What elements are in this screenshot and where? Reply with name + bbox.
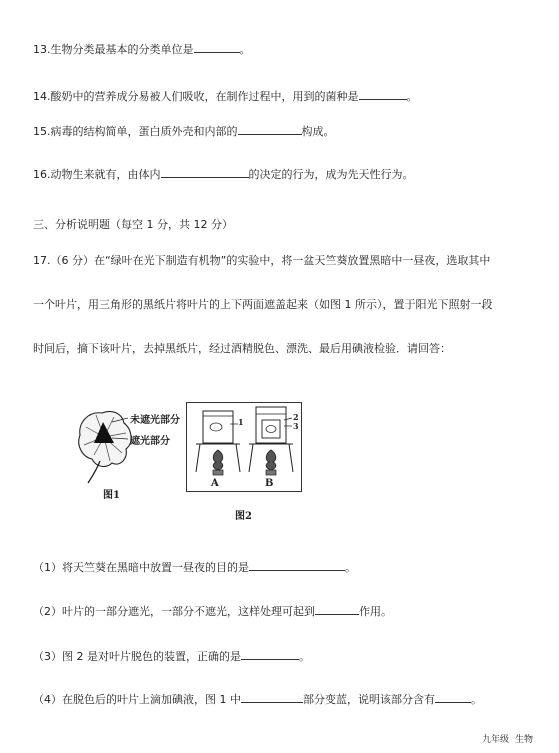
q17-sub-4-tail: 。 (471, 693, 482, 706)
q17-sub-1-blank[interactable] (249, 559, 345, 571)
q17-sub-1-tail: 。 (345, 561, 356, 574)
footer-grade: 九年级 (481, 735, 509, 745)
q17-sub-1-text: （1）将天竺葵在黑暗中放置一昼夜的目的是 (33, 561, 249, 574)
marker-3: 3 (293, 421, 299, 431)
q16-tail: 的决定的行为，成为先天性行为。 (248, 168, 414, 181)
q17-sub-4-text: （4）在脱色后的叶片上滴加碘液，图 1 中 (33, 693, 241, 706)
q17-sub-3-blank[interactable] (241, 648, 299, 660)
q14-text: 14.酸奶中的营养成分易被人们吸收，在制作过程中，用到的菌种是 (33, 90, 359, 103)
section-heading: 三、分析说明题（每空 1 分，共 12 分） (33, 218, 233, 231)
q13-tail: 。 (239, 43, 251, 56)
q17-sub-2-blank[interactable] (315, 603, 359, 615)
q17-sub-4 (33, 691, 482, 707)
q14-tail: 。 (406, 90, 418, 103)
page-footer (476, 732, 533, 745)
setup-a-label: A (211, 478, 219, 489)
question-15 (33, 123, 335, 139)
question-16 (33, 166, 414, 182)
footer-subject: 生物 (514, 735, 533, 745)
q16-answer-blank[interactable] (161, 166, 249, 178)
q17-sub-3 (33, 648, 310, 664)
q15-text: 15.病毒的结构简单，蛋白质外壳和内部的 (33, 125, 238, 138)
q17-sub-4-blank-2[interactable] (435, 691, 471, 703)
question-13 (33, 41, 251, 57)
q16-text: 16.动物生来就有，由体内 (33, 168, 161, 181)
q17-sub-4-blank-1[interactable] (241, 691, 303, 703)
q14-answer-blank[interactable] (359, 88, 407, 100)
q17-sub-2-text: （2）叶片的一部分遮光，一部分不遮光，这样处理可起到 (33, 605, 315, 618)
q17-sub-1 (33, 559, 356, 575)
q13-text: 13.生物分类最基本的分类单位是 (33, 43, 194, 56)
marker-2: 2 (293, 412, 299, 422)
marker-1: 1 (238, 417, 244, 427)
figure-2-caption: 图2 (235, 511, 252, 522)
q17-line-3: 时间后，摘下该叶片，去掉黑纸片，经过酒精脱色、漂洗、最后用碘液检验．请回答： (33, 342, 451, 355)
q15-answer-blank[interactable] (238, 123, 302, 135)
q17-line-2: 一个叶片，用三角形的黑纸片将叶片的上下两面遮盖起来（如图 1 所示），置于阳光下照射一段 (33, 298, 493, 311)
question-14 (33, 88, 418, 104)
figure-1-caption: 图1 (103, 490, 120, 501)
q17-sub-2-tail: 作用。 (359, 605, 392, 618)
q13-answer-blank[interactable] (194, 41, 240, 53)
q17-sub-3-text: （3）图 2 是对叶片脱色的装置，正确的是 (33, 650, 241, 663)
q15-tail: 构成。 (301, 125, 335, 138)
q17-sub-4-middle: 部分变蓝，说明该部分含有 (303, 693, 435, 706)
q17-sub-2 (33, 603, 392, 619)
leaf-petiole (88, 461, 100, 483)
q17-line-1: 17.（6 分）在“绿叶在光下制造有机物”的实验中，将一盆天竺葵放置黑暗中一昼夜，选取其中 (33, 254, 491, 267)
label-unshaded-part: 未遮光部分 (130, 415, 180, 426)
setup-b-label: B (265, 478, 274, 489)
label-shaded-part: 遮光部分 (130, 436, 170, 447)
figure-2-apparatus (186, 402, 302, 492)
q17-sub-3-tail: 。 (299, 650, 310, 663)
